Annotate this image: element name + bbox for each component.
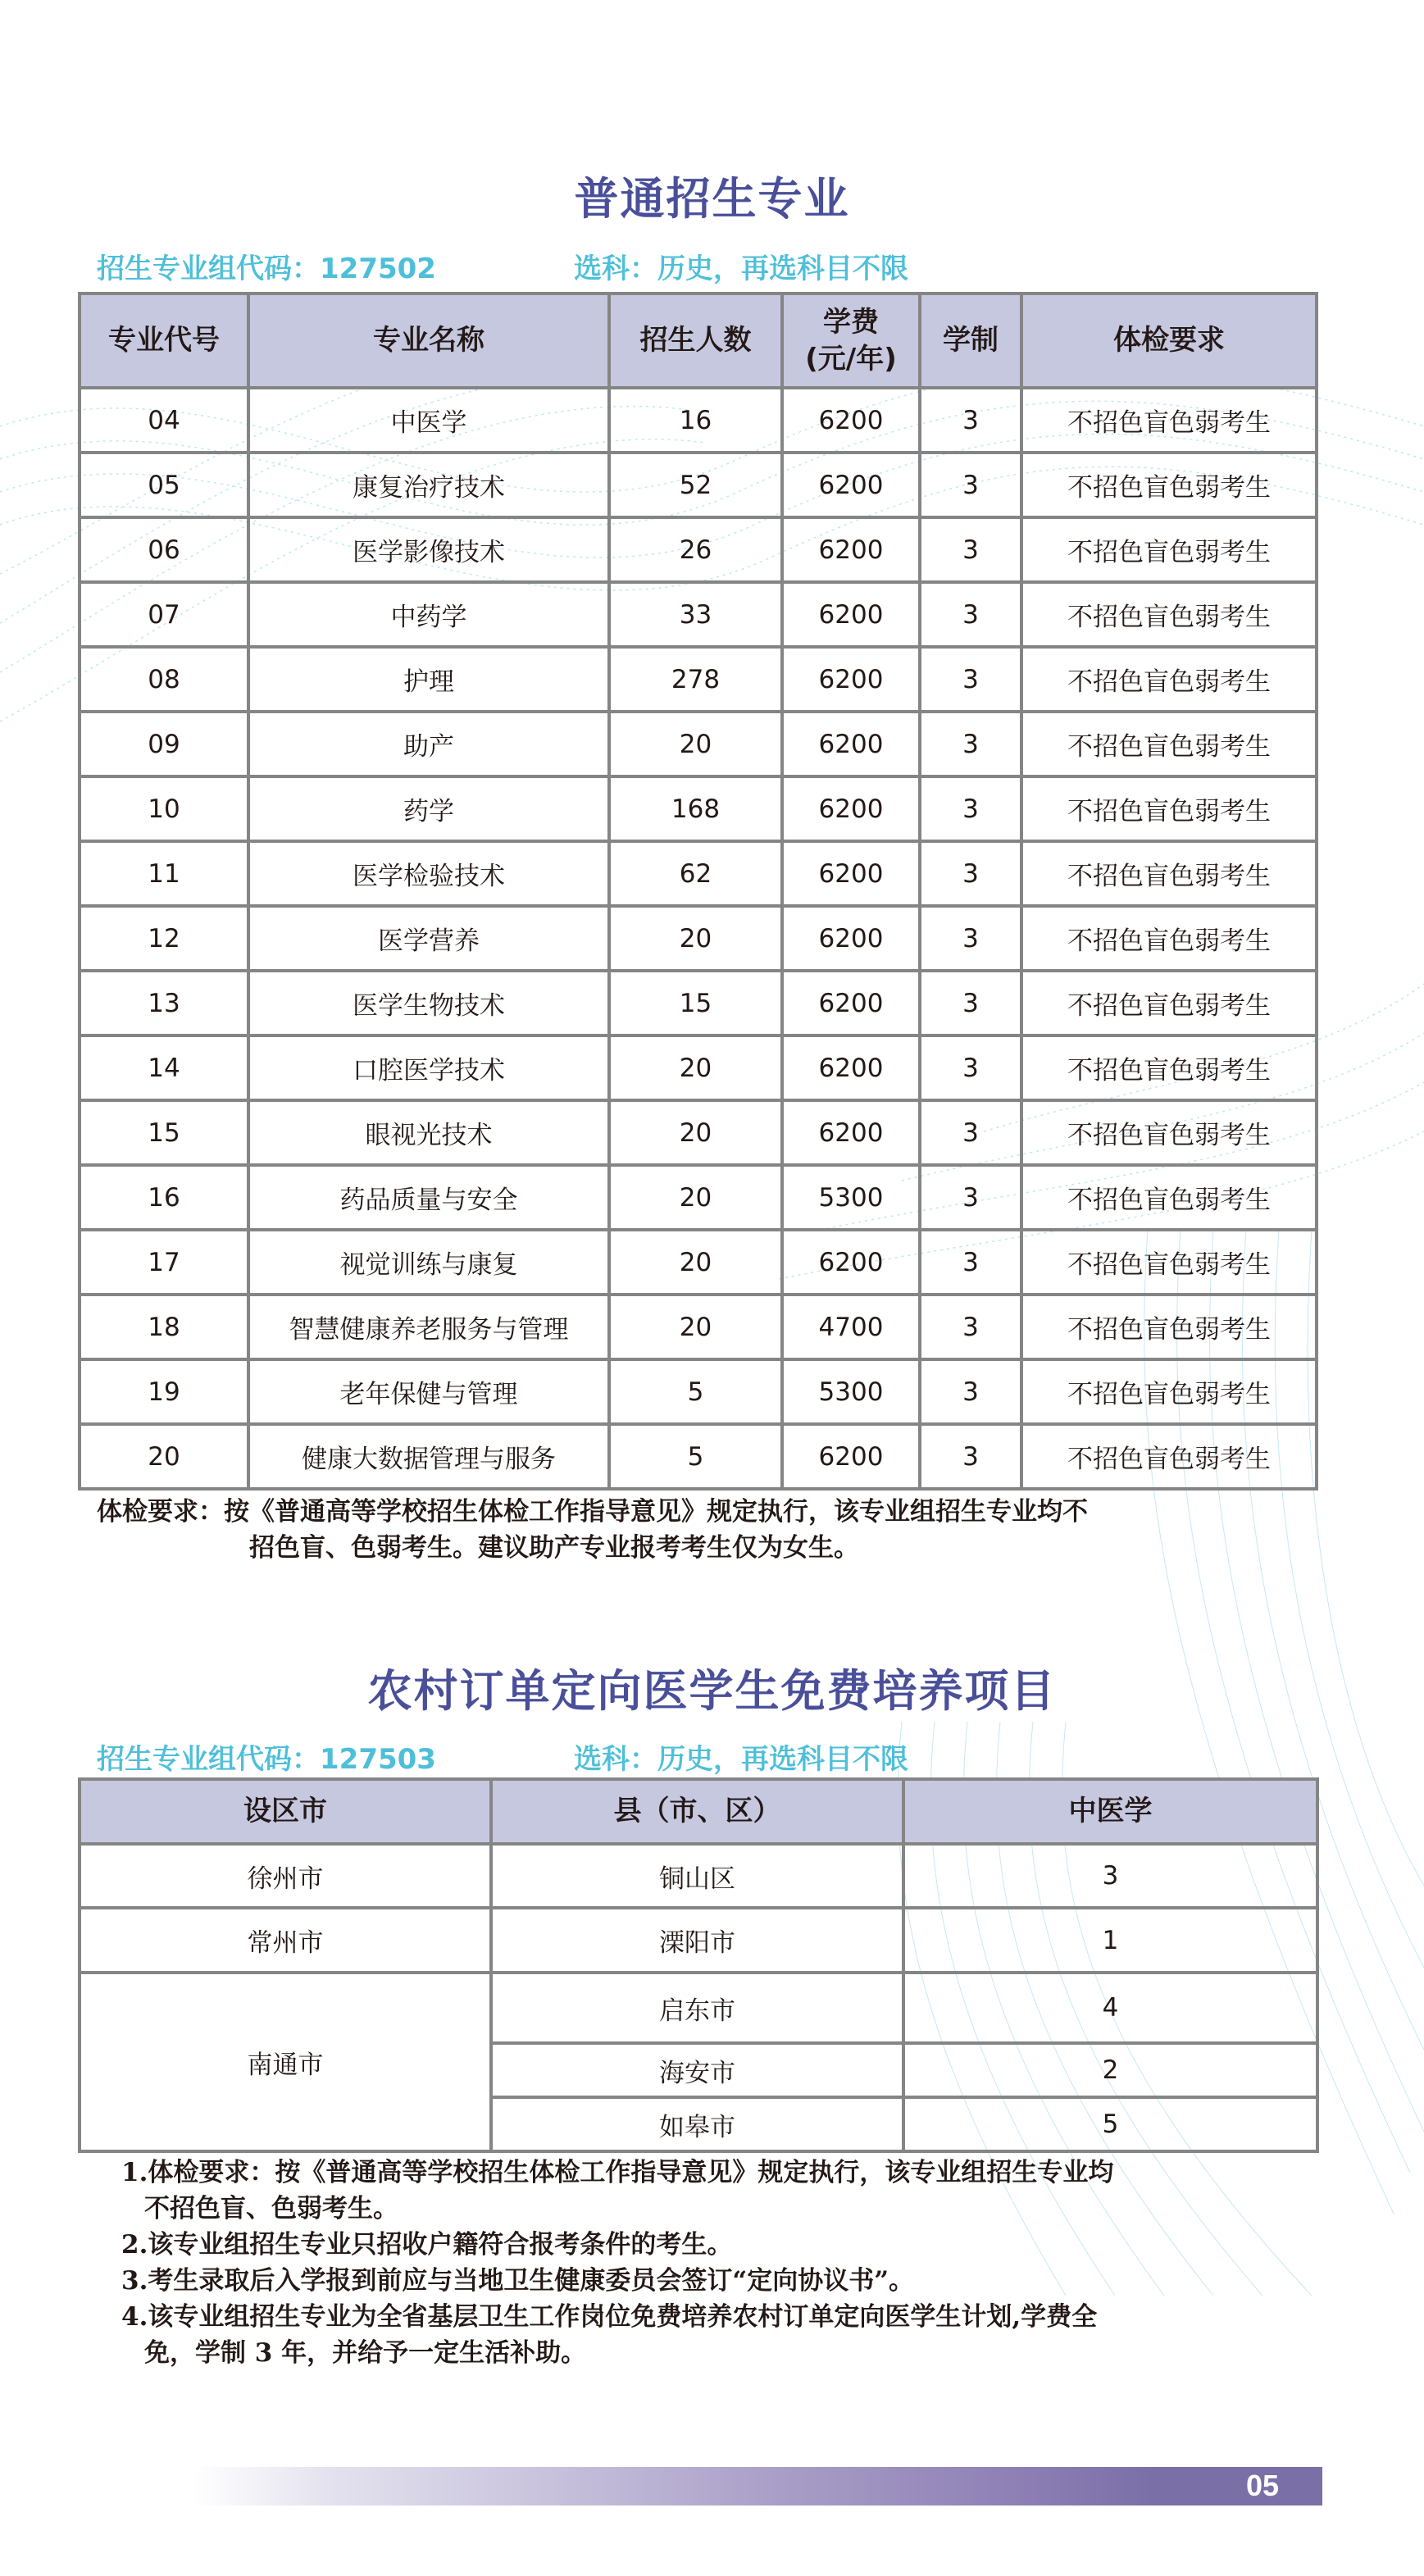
enrollment-cell: 168 <box>609 776 782 841</box>
tuition-cell: 6200 <box>782 906 920 971</box>
health-requirement-cell: 不招色盲色弱考生 <box>1021 971 1317 1035</box>
table-row <box>80 1100 1317 1165</box>
duration-cell: 3 <box>920 1295 1021 1359</box>
major-name-cell: 中医学 <box>248 388 609 453</box>
major-name-cell: 老年保健与管理 <box>248 1359 609 1424</box>
major-code-cell: 16 <box>80 1165 248 1230</box>
enrollment-cell: 33 <box>609 582 782 647</box>
table-row <box>80 1035 1317 1100</box>
table-row <box>80 517 1317 582</box>
duration-cell: 3 <box>920 776 1021 841</box>
tuition-cell: 6200 <box>782 647 920 712</box>
major-name-cell: 中药学 <box>248 582 609 647</box>
section-title-general: 普通招生专业 <box>574 173 850 225</box>
header-enrollment: 招生人数 <box>609 294 782 388</box>
enrollment-cell: 15 <box>609 971 782 1035</box>
count-cell: 3 <box>903 1844 1317 1908</box>
health-requirement-cell: 不招色盲色弱考生 <box>1021 1100 1317 1165</box>
duration-cell: 3 <box>920 906 1021 971</box>
city-cell-merged: 南通市 <box>80 1973 491 2151</box>
header-city: 设区市 <box>80 1779 491 1844</box>
health-requirement-cell: 不招色盲色弱考生 <box>1021 388 1317 453</box>
duration-cell: 3 <box>920 1100 1021 1165</box>
rural-program-notes <box>121 2155 1326 2371</box>
table-row <box>80 582 1317 647</box>
group-code-label: 招生专业组代码：127502 <box>97 253 436 285</box>
county-cell: 铜山区 <box>491 1844 903 1908</box>
rural-quota-table <box>78 1777 1319 2153</box>
health-requirement-cell: 不招色盲色弱考生 <box>1021 1295 1317 1359</box>
table-row <box>80 841 1317 906</box>
major-code-cell: 09 <box>80 712 248 776</box>
major-name-cell: 医学影像技术 <box>248 517 609 582</box>
table-row <box>80 388 1317 453</box>
header-county: 县（市、区） <box>491 1779 903 1844</box>
header-duration: 学制 <box>920 294 1021 388</box>
major-name-cell: 康复治疗技术 <box>248 453 609 517</box>
table-row <box>80 1908 1317 1973</box>
table-row <box>80 906 1317 971</box>
enrollment-cell: 20 <box>609 1035 782 1100</box>
duration-cell: 3 <box>920 1035 1021 1100</box>
major-code-cell: 06 <box>80 517 248 582</box>
duration-cell: 3 <box>920 453 1021 517</box>
tuition-cell: 5300 <box>782 1359 920 1424</box>
note-item-1: 1.体检要求：按《普通高等学校招生体检工作指导意见》规定执行，该专业组招生专业均 <box>121 2158 1114 2187</box>
tuition-cell: 4700 <box>782 1295 920 1359</box>
table-row <box>80 647 1317 712</box>
tuition-cell: 6200 <box>782 453 920 517</box>
header-health-requirement: 体检要求 <box>1021 294 1317 388</box>
enrollment-cell: 26 <box>609 517 782 582</box>
enrollment-cell: 20 <box>609 712 782 776</box>
health-requirement-cell: 不招色盲色弱考生 <box>1021 1230 1317 1295</box>
health-requirement-cell: 不招色盲色弱考生 <box>1021 582 1317 647</box>
major-code-cell: 17 <box>80 1230 248 1295</box>
enrollment-cell: 62 <box>609 841 782 906</box>
tuition-cell: 5300 <box>782 1165 920 1230</box>
major-code-cell: 07 <box>80 582 248 647</box>
tuition-cell: 6200 <box>782 582 920 647</box>
subject-requirement-label: 选科：历史，再选科目不限 <box>574 253 908 285</box>
major-name-cell: 护理 <box>248 647 609 712</box>
page-number: 05 <box>1245 2469 1279 2502</box>
major-name-cell: 视觉训练与康复 <box>248 1230 609 1295</box>
section-title-rural: 农村订单定向医学生免费培养项目 <box>367 1665 1057 1717</box>
tuition-cell: 6200 <box>782 841 920 906</box>
health-requirement-note <box>97 1494 1326 1566</box>
county-cell: 如皋市 <box>491 2097 903 2151</box>
major-name-cell: 助产 <box>248 712 609 776</box>
duration-cell: 3 <box>920 647 1021 712</box>
county-cell: 溧阳市 <box>491 1908 903 1973</box>
duration-cell: 3 <box>920 1230 1021 1295</box>
note-item-1-cont: 不招色盲、色弱考生。 <box>144 2194 398 2223</box>
health-requirement-cell: 不招色盲色弱考生 <box>1021 712 1317 776</box>
tuition-cell: 6200 <box>782 1230 920 1295</box>
header-tcm: 中医学 <box>903 1779 1317 1844</box>
health-requirement-cell: 不招色盲色弱考生 <box>1021 517 1317 582</box>
county-cell: 启东市 <box>491 1973 903 2043</box>
duration-cell: 3 <box>920 1165 1021 1230</box>
table-row <box>80 1973 1317 2043</box>
tuition-cell: 6200 <box>782 971 920 1035</box>
general-majors-table <box>78 292 1318 1491</box>
tuition-cell: 6200 <box>782 1424 920 1489</box>
tuition-cell: 6200 <box>782 1035 920 1100</box>
table-row <box>80 712 1317 776</box>
table-row <box>80 971 1317 1035</box>
major-code-cell: 10 <box>80 776 248 841</box>
health-requirement-cell: 不招色盲色弱考生 <box>1021 1035 1317 1100</box>
health-requirement-cell: 不招色盲色弱考生 <box>1021 1359 1317 1424</box>
table-row <box>80 1230 1317 1295</box>
count-cell: 4 <box>903 1973 1317 2043</box>
health-requirement-cell: 不招色盲色弱考生 <box>1021 906 1317 971</box>
table-header-row <box>80 294 1317 388</box>
major-name-cell: 医学营养 <box>248 906 609 971</box>
tuition-cell: 6200 <box>782 712 920 776</box>
note-item-3: 3.考生录取后入学报到前应与当地卫生健康委员会签订“定向协议书”。 <box>121 2266 915 2296</box>
enrollment-cell: 5 <box>609 1359 782 1424</box>
duration-cell: 3 <box>920 388 1021 453</box>
major-code-cell: 18 <box>80 1295 248 1359</box>
health-requirement-cell: 不招色盲色弱考生 <box>1021 841 1317 906</box>
page-footer-bar <box>193 2467 1322 2505</box>
major-code-cell: 13 <box>80 971 248 1035</box>
major-code-cell: 12 <box>80 906 248 971</box>
major-name-cell: 口腔医学技术 <box>248 1035 609 1100</box>
table-row <box>80 1424 1317 1489</box>
major-name-cell: 智慧健康养老服务与管理 <box>248 1295 609 1359</box>
enrollment-cell: 20 <box>609 1295 782 1359</box>
header-tuition <box>782 294 920 388</box>
health-requirement-cell: 不招色盲色弱考生 <box>1021 647 1317 712</box>
note-item-2: 2.该专业组招生专业只招收户籍符合报考条件的考生。 <box>121 2230 733 2260</box>
note-item-4-cont: 免，学制 3 年，并给予一定生活补助。 <box>144 2338 587 2368</box>
health-requirement-cell: 不招色盲色弱考生 <box>1021 1424 1317 1489</box>
header-tuition-line2: (元/年) <box>805 342 897 375</box>
header-tuition-line1: 学费 <box>823 306 879 339</box>
table-header-row <box>80 1779 1317 1844</box>
duration-cell: 3 <box>920 582 1021 647</box>
major-name-cell: 眼视光技术 <box>248 1100 609 1165</box>
enrollment-cell: 20 <box>609 1100 782 1165</box>
note-item-4: 4.该专业组招生专业为全省基层卫生工作岗位免费培养农村订单定向医学生计划,学费全 <box>121 2302 1098 2332</box>
health-requirement-cell: 不招色盲色弱考生 <box>1021 1165 1317 1230</box>
count-cell: 2 <box>903 2043 1317 2097</box>
major-code-cell: 20 <box>80 1424 248 1489</box>
table-row <box>80 1165 1317 1230</box>
enrollment-cell: 20 <box>609 906 782 971</box>
table-row <box>80 1359 1317 1424</box>
major-code-cell: 15 <box>80 1100 248 1165</box>
group-code-label-rural: 招生专业组代码：127503 <box>97 1743 436 1776</box>
tuition-cell: 6200 <box>782 776 920 841</box>
duration-cell: 3 <box>920 1424 1021 1489</box>
tuition-cell: 6200 <box>782 388 920 453</box>
header-major-code: 专业代号 <box>80 294 248 388</box>
major-code-cell: 05 <box>80 453 248 517</box>
major-name-cell: 药品质量与安全 <box>248 1165 609 1230</box>
major-code-cell: 04 <box>80 388 248 453</box>
duration-cell: 3 <box>920 1359 1021 1424</box>
major-code-cell: 19 <box>80 1359 248 1424</box>
table-row <box>80 776 1317 841</box>
enrollment-cell: 5 <box>609 1424 782 1489</box>
table-row <box>80 453 1317 517</box>
major-code-cell: 14 <box>80 1035 248 1100</box>
major-name-cell: 健康大数据管理与服务 <box>248 1424 609 1489</box>
duration-cell: 3 <box>920 712 1021 776</box>
tuition-cell: 6200 <box>782 1100 920 1165</box>
tuition-cell: 6200 <box>782 517 920 582</box>
note-line-1: 体检要求：按《普通高等学校招生体检工作指导意见》规定执行，该专业组招生专业均不 <box>97 1497 1088 1527</box>
table-row <box>80 1844 1317 1908</box>
major-code-cell: 08 <box>80 647 248 712</box>
count-cell: 5 <box>903 2097 1317 2151</box>
note-line-2: 招色盲、色弱考生。建议助产专业报考考生仅为女生。 <box>249 1533 859 1563</box>
city-cell: 徐州市 <box>80 1844 491 1908</box>
count-cell: 1 <box>903 1908 1317 1973</box>
enrollment-cell: 16 <box>609 388 782 453</box>
health-requirement-cell: 不招色盲色弱考生 <box>1021 453 1317 517</box>
enrollment-cell: 278 <box>609 647 782 712</box>
enrollment-cell: 52 <box>609 453 782 517</box>
health-requirement-cell: 不招色盲色弱考生 <box>1021 776 1317 841</box>
duration-cell: 3 <box>920 841 1021 906</box>
major-name-cell: 医学生物技术 <box>248 971 609 1035</box>
header-major-name: 专业名称 <box>248 294 609 388</box>
table-row <box>80 1295 1317 1359</box>
major-name-cell: 药学 <box>248 776 609 841</box>
enrollment-cell: 20 <box>609 1230 782 1295</box>
duration-cell: 3 <box>920 971 1021 1035</box>
subject-requirement-label-rural: 选科：历史，再选科目不限 <box>574 1743 908 1776</box>
enrollment-cell: 20 <box>609 1165 782 1230</box>
major-name-cell: 医学检验技术 <box>248 841 609 906</box>
city-cell: 常州市 <box>80 1908 491 1973</box>
major-code-cell: 11 <box>80 841 248 906</box>
county-cell: 海安市 <box>491 2043 903 2097</box>
duration-cell: 3 <box>920 517 1021 582</box>
